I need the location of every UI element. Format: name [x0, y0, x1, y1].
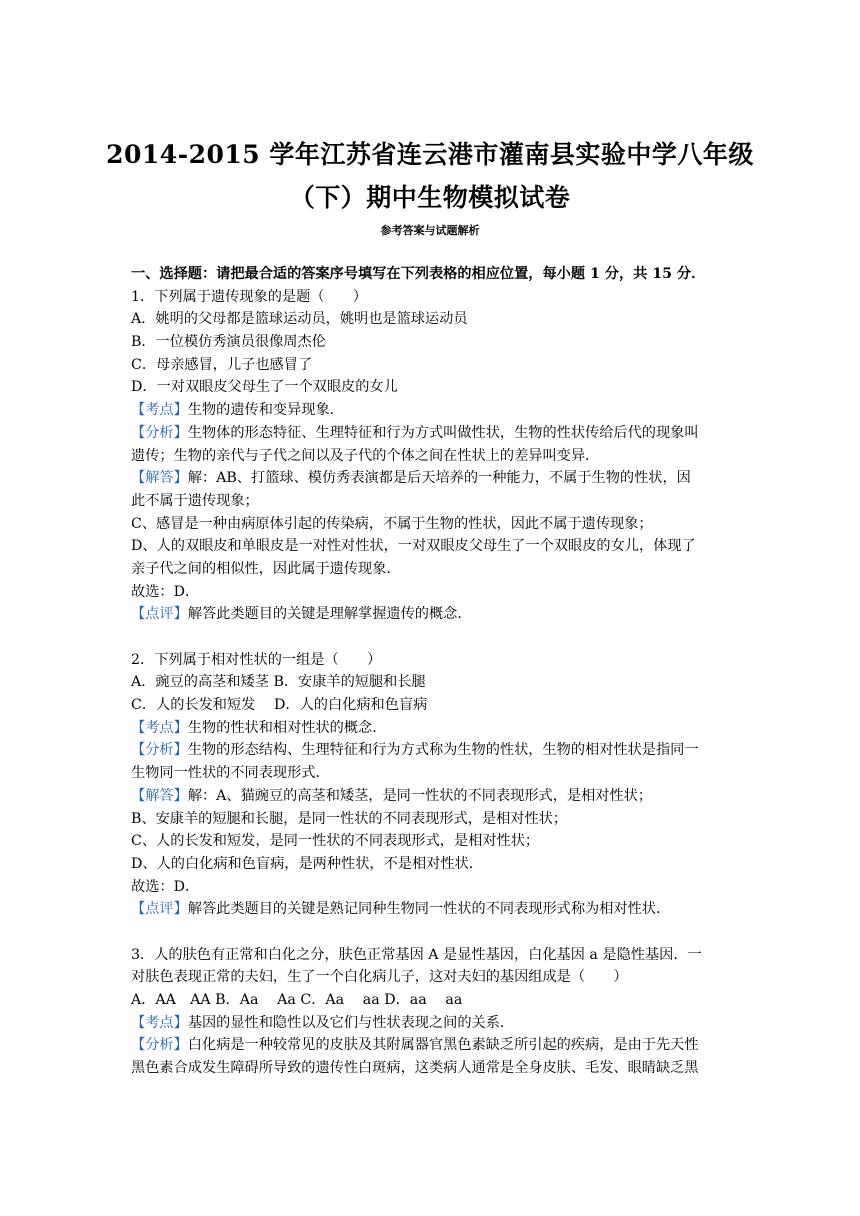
q1-option-c: C．母亲感冒，儿子也感冒了 [131, 356, 313, 373]
page-title-line-1: 2014-2015 学年江苏省连云港市灌南县实验中学八年级 [106, 140, 754, 169]
q1-jieda-line-1 [131, 467, 735, 490]
section-heading: 一、选择题：请把最合适的答案序号填写在下列表格的相应位置，每小题 1 分，共 15 分． [131, 266, 706, 282]
fenxi-tag: 【分析】 [131, 424, 188, 441]
q1-jieda-line-5: 亲子代之间的相似性，因此属于遗传现象． [131, 560, 401, 577]
q2-jieda-line-3: C、人的长发和短发，是同一性状的不同表现形式，是相对性状； [131, 833, 540, 850]
q2-jieda-line-2: B、安康羊的短腿和长腿，是同一性状的不同表现形式，是相对性状； [131, 810, 568, 827]
fenxi-tag: 【分析】 [131, 1037, 188, 1054]
q2-fenxi-line-1 [131, 739, 735, 762]
q3-kaodian-text: 基因的显性和隐性以及它们与性状表现之间的关系． [187, 1014, 515, 1031]
q2-jieda-line-4: D、人的白化病和色盲病，是两种性状，不是相对性状． [131, 855, 483, 872]
q1-dianping [131, 603, 735, 626]
q1-dianping-text: 解答此类题目的关键是理解掌握遗传的概念． [187, 606, 472, 623]
q1-jieda-line-3: C、感冒是一种由病原体引起的传染病，不属于生物的性状，因此不属于遗传现象； [131, 515, 653, 532]
q1-jieda-line-2: 此不属于遗传现象； [131, 492, 259, 509]
page-subtitle: 参考答案与试题解析 [380, 224, 480, 237]
q1-kaodian-text: 生物的遗传和变异现象． [187, 402, 344, 419]
jieda-tag: 【解答】 [131, 470, 188, 487]
q1-option-a: A．姚明的父母都是篮球运动员，姚明也是篮球运动员 [131, 311, 468, 328]
q2-kaodian [131, 717, 735, 740]
page-title-line-2: （下）期中生物模拟试卷 [289, 183, 571, 212]
q1-stem: 1．下列属于遗传现象的是题（ ） [131, 288, 368, 305]
q2-dianping [131, 898, 735, 921]
spacer [131, 921, 735, 944]
spacer [131, 626, 735, 649]
kaodian-tag: 【考点】 [131, 719, 188, 736]
q3-fenxi-line-2: 黑色素合成发生障碍所导致的遗传性白斑病，这类病人通常是全身皮肤、毛发、眼睛缺乏黑 [131, 1060, 699, 1077]
q1-option-d: D．一对双眼皮父母生了一个双眼皮的女儿 [131, 379, 398, 396]
document-body [131, 263, 735, 1080]
q2-answer: 故选：D． [131, 878, 200, 895]
q2-jieda-text-1: 解：A、猫豌豆的高茎和矮茎，是同一性状的不同表现形式，是相对性状； [187, 787, 653, 804]
q1-jieda-line-4: D、人的双眼皮和单眼皮是一对性对性状，一对双眼皮父母生了一个双眼皮的女儿，体现了 [131, 538, 696, 555]
q2-options-ab: A．豌豆的高茎和矮茎 B．安康羊的短腿和长腿 [131, 674, 426, 691]
kaodian-tag: 【考点】 [131, 402, 188, 419]
jieda-tag: 【解答】 [131, 787, 188, 804]
q3-stem-line-2: 对肤色表现正常的夫妇，生了一个白化病儿子，这对夫妇的基因组成是（ ） [131, 969, 628, 986]
q1-option-b: B．一位模仿秀演员很像周杰伦 [131, 334, 326, 351]
kaodian-tag: 【考点】 [131, 1014, 188, 1031]
q2-stem: 2．下列属于相对性状的一组是（ ） [131, 651, 382, 668]
q3-stem-line-1: 3．人的肤色有正常和白化之分，肤色正常基因 A 是显性基因，白化基因 a 是隐性基因．一 [131, 946, 702, 963]
q1-jieda-text-1: 解：AB、打篮球、模仿秀表演都是后天培养的一种能力，不属于生物的性状，因 [187, 470, 691, 487]
q1-fenxi-line-2: 遗传；生物的亲代与子代之间以及子代的个体之间在性状上的差异叫变异． [131, 447, 600, 464]
q1-kaodian [131, 399, 735, 422]
q1-answer: 故选：D． [131, 583, 200, 600]
dianping-tag: 【点评】 [131, 606, 188, 623]
q1-fenxi-line-1 [131, 422, 735, 445]
q1-fenxi-text-1: 生物体的形态特征、生理特征和行为方式叫做性状，生物的性状传给后代的现象叫 [187, 424, 699, 441]
q3-fenxi-line-1 [131, 1034, 735, 1057]
dianping-tag: 【点评】 [131, 901, 188, 918]
q2-options-cd: C．人的长发和短发 D．人的白化病和色盲病 [131, 697, 428, 714]
fenxi-tag: 【分析】 [131, 742, 188, 759]
q2-fenxi-text-1: 生物的形态结构、生理特征和行为方式称为生物的性状，生物的相对性状是指同一 [187, 742, 699, 759]
q2-dianping-text: 解答此类题目的关键是熟记同种生物同一性状的不同表现形式称为相对性状． [187, 901, 671, 918]
q2-fenxi-line-2: 生物同一性状的不同表现形式． [131, 765, 330, 782]
q2-jieda-line-1 [131, 785, 735, 808]
q3-kaodian [131, 1012, 735, 1035]
q2-kaodian-text: 生物的性状和相对性状的概念． [187, 719, 387, 736]
q3-fenxi-text-1: 白化病是一种较常见的皮肤及其附属器官黑色素缺乏所引起的疾病，是由于先天性 [187, 1037, 699, 1054]
q3-options: A．AA AA B．Aa Aa C．Aa aa D．aa aa [131, 992, 463, 1008]
